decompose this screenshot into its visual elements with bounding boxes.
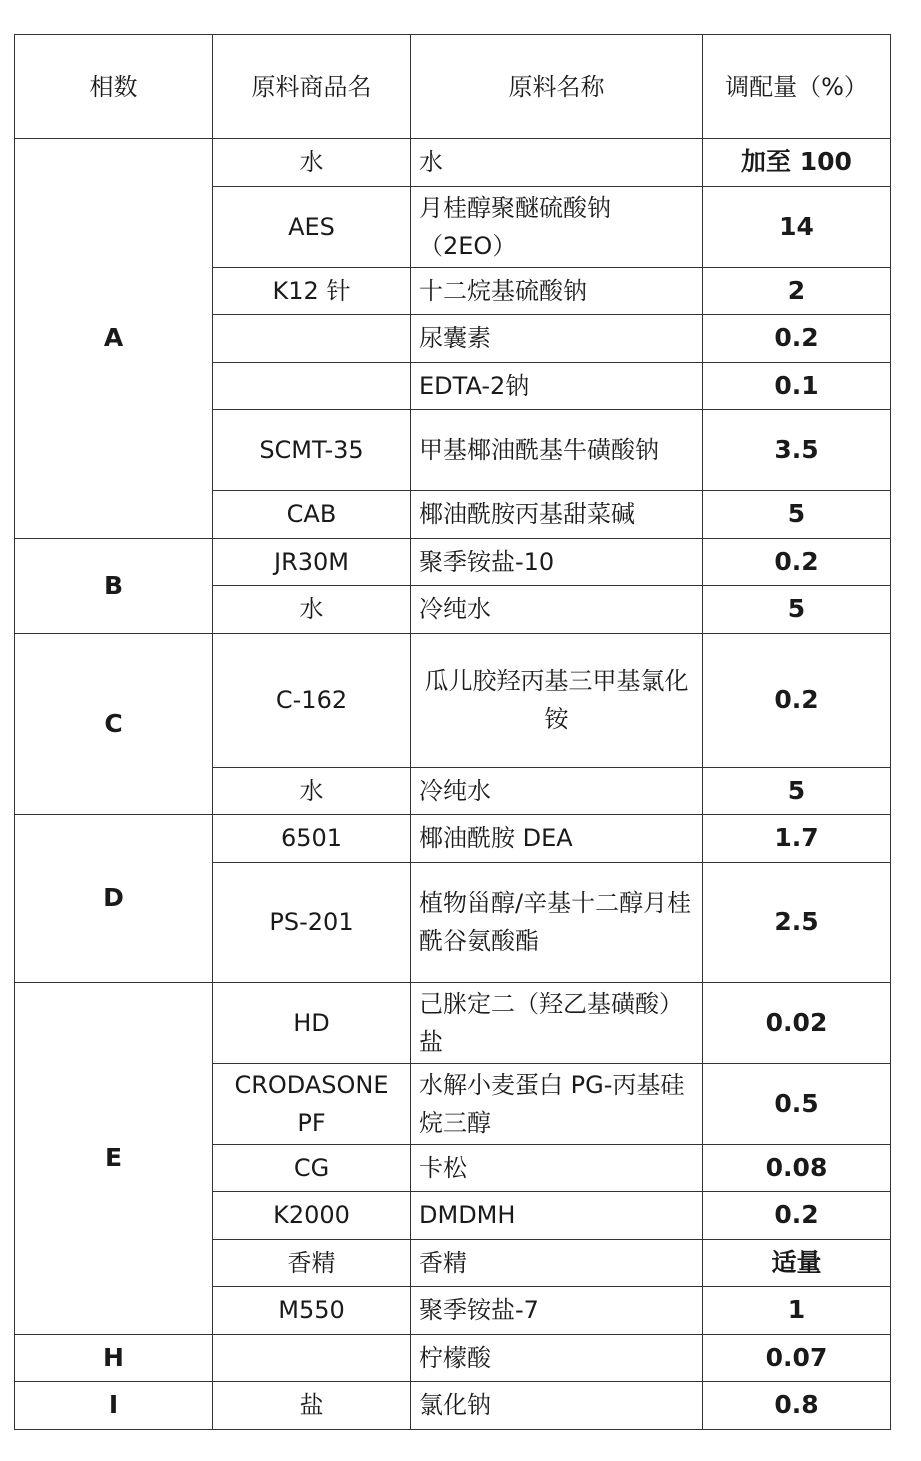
amount-cell: 5 bbox=[703, 767, 891, 815]
trade-name-cell: K2000 bbox=[213, 1192, 411, 1240]
amount-cell: 14 bbox=[703, 186, 891, 267]
trade-name-cell bbox=[213, 1334, 411, 1382]
header-amount: 调配量（%） bbox=[703, 35, 891, 139]
trade-name-cell: CAB bbox=[213, 491, 411, 539]
table-row bbox=[15, 1382, 891, 1430]
trade-name-cell: 水 bbox=[213, 767, 411, 815]
amount-cell: 5 bbox=[703, 586, 891, 634]
trade-name-cell: K12 针 bbox=[213, 267, 411, 315]
trade-name-cell: 香精 bbox=[213, 1239, 411, 1287]
material-name-cell: 冷纯水 bbox=[411, 586, 703, 634]
material-name-cell: 聚季铵盐-10 bbox=[411, 538, 703, 586]
amount-cell: 0.1 bbox=[703, 362, 891, 410]
amount-cell: 2.5 bbox=[703, 862, 891, 982]
table-row bbox=[15, 633, 891, 767]
amount-cell: 0.8 bbox=[703, 1382, 891, 1430]
table-row bbox=[15, 815, 891, 863]
trade-name-cell: CG bbox=[213, 1144, 411, 1192]
table-row bbox=[15, 982, 891, 1063]
amount-cell: 0.08 bbox=[703, 1144, 891, 1192]
table-row bbox=[15, 538, 891, 586]
material-name-cell: 水 bbox=[411, 139, 703, 187]
phase-cell: A bbox=[15, 139, 213, 539]
table-row bbox=[15, 1334, 891, 1382]
trade-name-cell: AES bbox=[213, 186, 411, 267]
amount-cell: 0.2 bbox=[703, 315, 891, 363]
amount-cell: 0.2 bbox=[703, 1192, 891, 1240]
material-name-cell: 椰油酰胺 DEA bbox=[411, 815, 703, 863]
amount-cell: 加至 100 bbox=[703, 139, 891, 187]
amount-cell: 2 bbox=[703, 267, 891, 315]
amount-cell: 0.02 bbox=[703, 982, 891, 1063]
header-trade-name: 原料商品名 bbox=[213, 35, 411, 139]
amount-cell: 1 bbox=[703, 1287, 891, 1335]
amount-cell: 0.2 bbox=[703, 538, 891, 586]
material-name-cell: 柠檬酸 bbox=[411, 1334, 703, 1382]
header-material-name: 原料名称 bbox=[411, 35, 703, 139]
phase-cell: C bbox=[15, 633, 213, 815]
material-name-cell: 月桂醇聚醚硫酸钠（2EO） bbox=[411, 186, 703, 267]
amount-cell: 3.5 bbox=[703, 410, 891, 491]
amount-cell: 0.07 bbox=[703, 1334, 891, 1382]
material-name-cell: EDTA-2钠 bbox=[411, 362, 703, 410]
phase-cell: H bbox=[15, 1334, 213, 1382]
material-name-cell: 卡松 bbox=[411, 1144, 703, 1192]
material-name-cell: 植物甾醇/辛基十二醇月桂酰谷氨酸酯 bbox=[411, 862, 703, 982]
trade-name-cell bbox=[213, 315, 411, 363]
amount-cell: 1.7 bbox=[703, 815, 891, 863]
trade-name-cell: 水 bbox=[213, 586, 411, 634]
trade-name-cell: 水 bbox=[213, 139, 411, 187]
material-name-cell: DMDMH bbox=[411, 1192, 703, 1240]
material-name-cell: 水解小麦蛋白 PG-丙基硅烷三醇 bbox=[411, 1063, 703, 1144]
table-row bbox=[15, 139, 891, 187]
header-phase: 相数 bbox=[15, 35, 213, 139]
trade-name-cell: PS-201 bbox=[213, 862, 411, 982]
material-name-cell: 聚季铵盐-7 bbox=[411, 1287, 703, 1335]
amount-cell: 5 bbox=[703, 491, 891, 539]
material-name-cell: 己脒定二（羟乙基磺酸）盐 bbox=[411, 982, 703, 1063]
material-name-cell: 瓜儿胶羟丙基三甲基氯化铵 bbox=[411, 633, 703, 767]
material-name-cell: 十二烷基硫酸钠 bbox=[411, 267, 703, 315]
amount-cell: 适量 bbox=[703, 1239, 891, 1287]
phase-cell: I bbox=[15, 1382, 213, 1430]
trade-name-cell: JR30M bbox=[213, 538, 411, 586]
formula-table bbox=[14, 34, 891, 1430]
trade-name-cell: HD bbox=[213, 982, 411, 1063]
phase-cell: D bbox=[15, 815, 213, 983]
material-name-cell: 椰油酰胺丙基甜菜碱 bbox=[411, 491, 703, 539]
material-name-cell: 氯化钠 bbox=[411, 1382, 703, 1430]
trade-name-cell: 盐 bbox=[213, 1382, 411, 1430]
trade-name-cell: CRODASONE PF bbox=[213, 1063, 411, 1144]
material-name-cell: 甲基椰油酰基牛磺酸钠 bbox=[411, 410, 703, 491]
trade-name-cell: 6501 bbox=[213, 815, 411, 863]
material-name-cell: 冷纯水 bbox=[411, 767, 703, 815]
trade-name-cell bbox=[213, 362, 411, 410]
header-row bbox=[15, 35, 891, 139]
phase-cell: B bbox=[15, 538, 213, 633]
trade-name-cell: M550 bbox=[213, 1287, 411, 1335]
amount-cell: 0.5 bbox=[703, 1063, 891, 1144]
amount-cell: 0.2 bbox=[703, 633, 891, 767]
material-name-cell: 尿囊素 bbox=[411, 315, 703, 363]
trade-name-cell: SCMT-35 bbox=[213, 410, 411, 491]
material-name-cell: 香精 bbox=[411, 1239, 703, 1287]
phase-cell: E bbox=[15, 982, 213, 1334]
trade-name-cell: C-162 bbox=[213, 633, 411, 767]
